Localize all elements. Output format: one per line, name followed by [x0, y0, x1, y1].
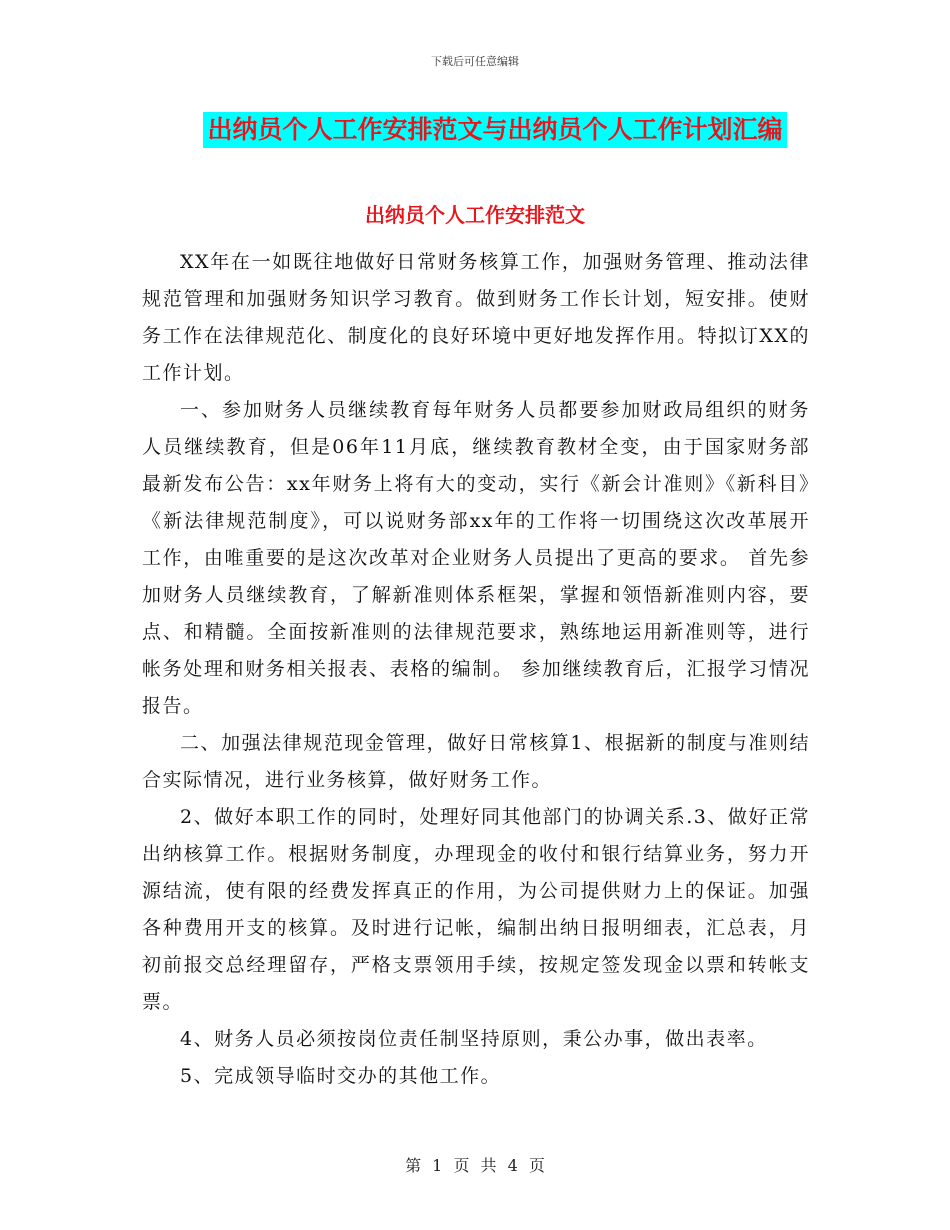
section-title: 出纳员个人工作安排范文 [365, 203, 585, 227]
paragraph-coordination: 2、做好本职工作的同时，处理好同其他部门的协调关系.3、做好正常出纳核算工作。根据财务制度，办理现金的收付和银行结算业务，努力开源结流，使有限的经费发挥真正的作用，为公司提供财力上的保证。加强各种费用开支的核算。及时进行记帐，编制出纳日报明细表，汇总表，月初前报交总经理留存，严格支票领用手续，按规定签发现金以票和转帐支票。 [142, 806, 810, 1013]
header-note: 下载后可任意编辑 [431, 55, 519, 68]
paragraph-intro: XX年在一如既往地做好日常财务核算工作，加强财务管理、推动法律规范管理和加强财务知识学习教育。做到财务工作长计划，短安排。使财务工作在法律规范化、制度化的良好环境中更好地发挥作用。特拟订XX的工作计划。 [142, 251, 810, 384]
document-title: 出纳员个人工作安排范文与出纳员个人工作计划汇编 [203, 112, 786, 148]
paragraph-continuing-education: 一、参加财务人员继续教育每年财务人员都要参加财政局组织的财务人员继续教育，但是06年11月底，继续教育教材全变，由于国家财务部最新发布公告：xx年财务上将有大的变动，实行《新会计准则》《新科目》《新法律规范制度》，可以说财务部xx年的工作将一切围绕这次改革展开工作，由唯重要的是这次改革对企业财务人员提出了更高的要求。 首先参加财务人员继续教育，了解新准则体系框架，掌握和领悟新准则内容，要点、和精髓。全面按新准则的法律规范要求，熟练地运用新准则等，进行帐务处理和财务相关报表、表格的编制。 参加继续教育后，汇报学习情况报告。 [142, 399, 810, 717]
paragraph-cash-management: 二、加强法律规范现金管理，做好日常核算1、根据新的制度与准则结合实际情况，进行业务核算，做好财务工作。 [142, 732, 810, 791]
page-footer: 第 1 页 共 4 页 [405, 1156, 545, 1175]
paragraph-other-tasks: 5、完成领导临时交办的其他工作。 [180, 1065, 502, 1087]
main-title-container [0, 112, 950, 148]
document-body [142, 244, 810, 1095]
paragraph-responsibility: 4、财务人员必须按岗位责任制坚持原则，秉公办事，做出表率。 [180, 1028, 768, 1050]
